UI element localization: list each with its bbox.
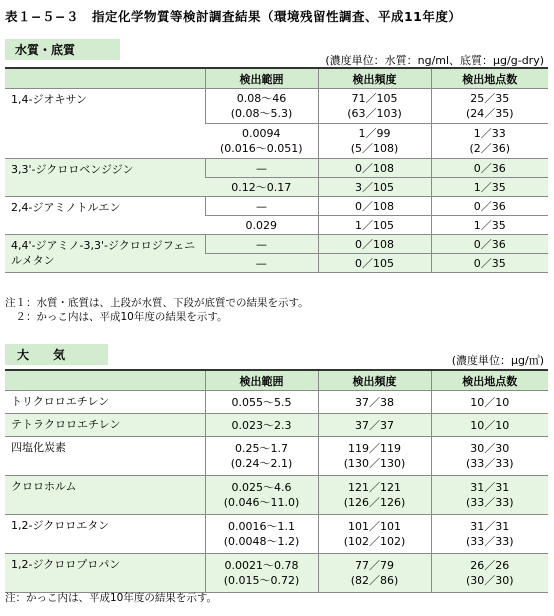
cell-value: 37／37 — [355, 418, 394, 432]
cell-value: — — [256, 199, 267, 213]
cell-value: (33／33) — [465, 496, 514, 509]
column-header — [5, 370, 205, 391]
cell-value: (5／108) — [350, 142, 399, 155]
water-sediment-table — [5, 67, 548, 273]
cell-freq — [318, 216, 431, 235]
cell-freq — [318, 437, 431, 476]
column-header — [5, 68, 205, 89]
cell-freq — [318, 159, 431, 178]
cell-points — [431, 476, 548, 515]
cell-points — [431, 124, 548, 159]
substance-name: 4,4'-ジアミノ-3,3'-ジクロロジフェニルメタン — [5, 235, 205, 273]
cell-value: (126／126) — [343, 496, 406, 509]
cell-value: 31／31 — [470, 520, 510, 533]
column-header: 検出地点数 — [431, 68, 548, 89]
cell-range — [205, 235, 318, 254]
cell-range — [205, 178, 318, 197]
cell-points — [431, 216, 548, 235]
table-row — [5, 159, 548, 178]
cell-points — [431, 235, 548, 254]
unit-note-water-sediment: (濃度単位：水質：ng/ml、底質：μg/g-dry) — [325, 54, 544, 67]
cell-value: 0.055～5.5 — [231, 395, 292, 409]
cell-range — [205, 391, 318, 414]
cell-value: 10／10 — [470, 418, 510, 432]
cell-freq — [318, 414, 431, 437]
cell-points — [431, 254, 548, 273]
cell-value: 0.0094 — [242, 127, 281, 140]
substance-name: クロロホルム — [5, 476, 205, 515]
cell-points — [431, 515, 548, 554]
cell-freq — [318, 197, 431, 216]
cell-freq — [318, 554, 431, 593]
cell-value: 0／108 — [355, 161, 394, 175]
cell-value: 25／35 — [470, 92, 510, 105]
cell-value: 0／36 — [473, 237, 506, 251]
cell-value: (0.24～2.1) — [230, 457, 293, 470]
cell-value: 31／31 — [470, 481, 510, 494]
cell-value: 1／105 — [355, 218, 394, 232]
cell-freq — [318, 476, 431, 515]
cell-value: 77／79 — [355, 559, 394, 572]
cell-value: 0.25～1.7 — [235, 442, 288, 455]
cell-points — [431, 437, 548, 476]
cell-value: 1／35 — [473, 180, 506, 194]
substance-name: テトラクロロエチレン — [5, 414, 205, 437]
cell-range — [205, 414, 318, 437]
cell-value: 0.029 — [245, 218, 277, 232]
cell-value: (0.015～0.72) — [223, 574, 300, 587]
cell-points — [431, 89, 548, 124]
cell-value: (82／86) — [350, 574, 399, 587]
substance-name: 2,4-ジアミノトルエン — [5, 197, 205, 235]
section-label-water-sediment: 水質・底質 — [5, 39, 120, 60]
cell-value: 0／36 — [473, 161, 506, 175]
cell-value: (30／30) — [465, 574, 514, 587]
cell-freq — [318, 254, 431, 273]
cell-value: 0.025～4.6 — [231, 481, 292, 494]
cell-value: 71／105 — [351, 92, 398, 105]
table-header-row — [5, 370, 548, 391]
cell-freq — [318, 391, 431, 414]
cell-range — [205, 254, 318, 273]
cell-range — [205, 515, 318, 554]
cell-freq — [318, 178, 431, 197]
cell-value: (130／130) — [343, 457, 406, 470]
cell-freq — [318, 515, 431, 554]
cell-value: 0／108 — [355, 237, 394, 251]
cell-value: — — [255, 256, 267, 270]
cell-value: 0／35 — [473, 256, 506, 270]
cell-range — [205, 437, 318, 476]
cell-points — [431, 391, 548, 414]
cell-value: 0／108 — [355, 199, 394, 213]
substance-name: トリクロロエチレン — [5, 391, 205, 414]
cell-value: 101／101 — [348, 520, 401, 533]
cell-value: 119／119 — [348, 442, 401, 455]
cell-value: (0.046～11.0) — [223, 496, 300, 509]
cell-value: 0／36 — [473, 199, 506, 213]
cell-value: 0／105 — [355, 256, 394, 270]
cell-points — [431, 197, 548, 216]
column-header: 検出範囲 — [205, 370, 318, 391]
cell-value: 0.08～46 — [236, 92, 287, 105]
cell-value: (33／33) — [465, 535, 514, 548]
cell-range — [205, 89, 318, 124]
table-row — [5, 437, 548, 476]
column-header: 検出範囲 — [205, 68, 318, 89]
page-title: 表１−５−３ 指定化学物質等検討調査結果（環境残留性調査、平成11年度） — [5, 9, 462, 24]
column-header: 検出頻度 — [318, 68, 431, 89]
cell-value: 0.0016～1.1 — [228, 520, 295, 533]
cell-points — [431, 554, 548, 593]
cell-freq — [318, 89, 431, 124]
table-row — [5, 391, 548, 414]
cell-value: 10／10 — [470, 395, 510, 409]
cell-value: (24／35) — [465, 107, 514, 120]
cell-value: (0.08～5.3) — [230, 107, 293, 120]
note-air: 注：かっこ内は、平成10年度の結果を示す。 — [5, 592, 218, 604]
table-row — [5, 515, 548, 554]
cell-value: (63／103) — [347, 107, 402, 120]
cell-range — [205, 124, 318, 159]
cell-value: (0.016～0.051) — [219, 142, 303, 155]
air-table — [5, 369, 548, 593]
cell-points — [431, 159, 548, 178]
cell-range — [205, 476, 318, 515]
cell-value: 121／121 — [348, 481, 401, 494]
section-label-air: 大 気 — [5, 344, 108, 365]
table-row — [5, 554, 548, 593]
cell-range — [205, 197, 318, 216]
cell-range — [205, 216, 318, 235]
cell-value: 0.023～2.3 — [231, 418, 292, 432]
cell-value: (0.0048～1.2) — [223, 535, 300, 548]
table-row — [5, 476, 548, 515]
unit-note-air: (濃度単位：μg/㎥) — [451, 354, 544, 367]
cell-value: 1／99 — [358, 127, 391, 140]
table-row — [5, 414, 548, 437]
note-water-sediment-1: 注１：水質・底質は、上段が水質、下段が底質での結果を示す。 — [5, 297, 309, 309]
cell-points — [431, 178, 548, 197]
table-row — [5, 235, 548, 254]
substance-name: 1,2-ジクロロプロパン — [5, 554, 205, 593]
cell-freq — [318, 124, 431, 159]
cell-value: 0.0021～0.78 — [224, 559, 299, 572]
cell-range — [205, 554, 318, 593]
note-water-sediment-2: ２：かっこ内は、平成10年度の結果を示す。 — [5, 311, 228, 323]
cell-value: (102／102) — [343, 535, 406, 548]
cell-value: — — [256, 161, 267, 175]
cell-value: (33／33) — [465, 457, 514, 470]
substance-name: 1,4-ジオキサン — [5, 89, 205, 159]
cell-value: 37／38 — [355, 395, 394, 409]
cell-value: 1／35 — [473, 218, 506, 232]
table-row — [5, 197, 548, 216]
substance-name: 1,2-ジクロロエタン — [5, 515, 205, 554]
cell-range — [205, 159, 318, 178]
cell-points — [431, 414, 548, 437]
cell-value: 26／26 — [470, 559, 510, 572]
table-row — [5, 89, 548, 124]
cell-value: — — [256, 237, 267, 251]
substance-name: 3,3'-ジクロロベンジジン — [5, 159, 205, 197]
cell-value: 30／30 — [470, 442, 510, 455]
cell-value: 1／33 — [473, 127, 506, 140]
table-header-row — [5, 68, 548, 89]
cell-value: 3／105 — [355, 180, 394, 194]
column-header: 検出頻度 — [318, 370, 431, 391]
cell-value: 0.12～0.17 — [231, 180, 292, 194]
cell-value: (2／36) — [469, 142, 511, 155]
cell-freq — [318, 235, 431, 254]
column-header: 検出地点数 — [431, 370, 548, 391]
substance-name: 四塩化炭素 — [5, 437, 205, 476]
